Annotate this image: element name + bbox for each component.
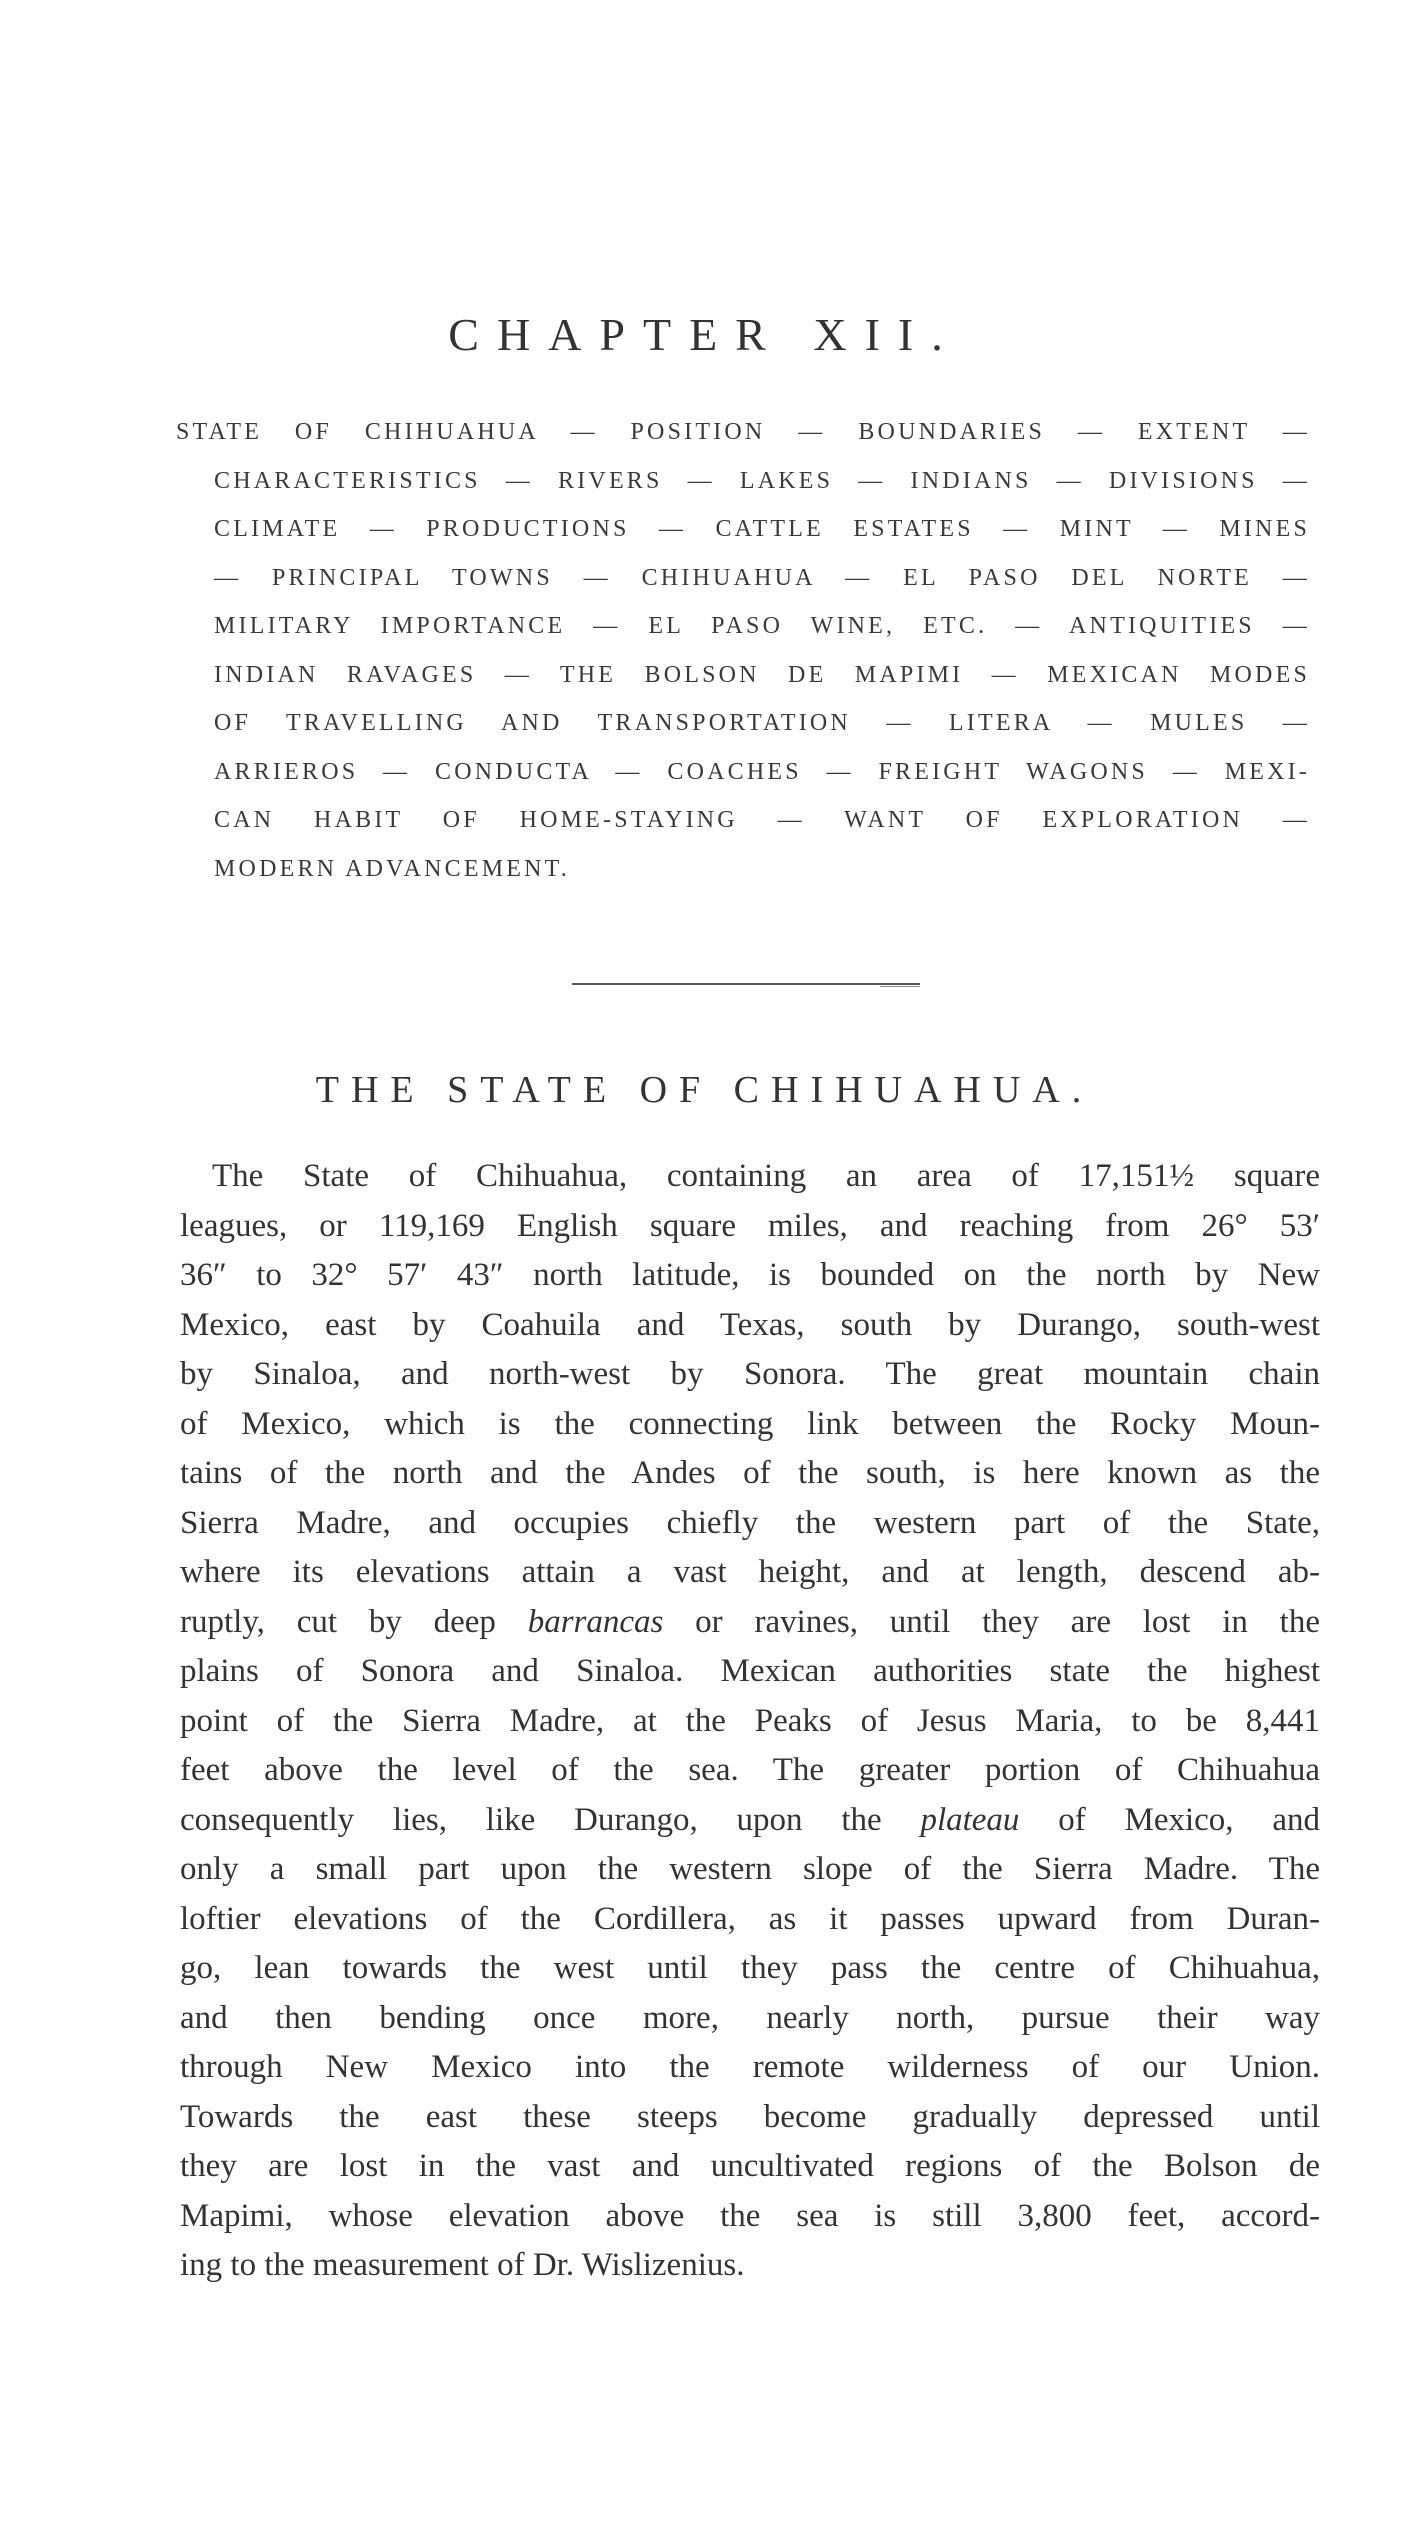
paragraph-line: and then bending once more, nearly north, pursue their way [180, 1999, 1320, 2036]
summary-line: INDIAN RAVAGES — THE BOLSON DE MAPIMI — MEXICAN MODES [214, 661, 1310, 688]
section-divider [572, 983, 920, 985]
summary-line: CHARACTERISTICS — RIVERS — LAKES — INDIANS — DIVISIONS — [214, 467, 1310, 494]
paragraph-line: by Sinaloa, and north-west by Sonora. The great mountain chain [180, 1356, 1320, 1392]
paragraph-line: tains of the north and the Andes of the south, is here known as the [180, 1455, 1320, 1491]
paragraph-line: plains of Sonora and Sinaloa. Mexican authorities state the highest [180, 1653, 1320, 1689]
paragraph-line: point of the Sierra Madre, at the Peaks of Jesus Maria, to be 8,441 [180, 1702, 1320, 1739]
paragraph-line: consequently lies, like Durango, upon the plateau of Mexico, and [180, 1801, 1320, 1838]
paragraph-line: where its elevations attain a vast height, and at length, descend ab- [180, 1554, 1320, 1590]
paragraph-line: leagues, or 119,169 English square miles, and reaching from 26° 53′ [180, 1207, 1320, 1244]
summary-line: MILITARY IMPORTANCE — EL PASO WINE, ETC. — ANTIQUITIES — [214, 613, 1310, 639]
summary-line: STATE OF CHIHUAHUA — POSITION — BOUNDARIES — EXTENT — [176, 419, 1310, 445]
summary-line: CAN HABIT OF HOME-STAYING — WANT OF EXPLORATION — [214, 807, 1310, 833]
body-paragraph [180, 1152, 1320, 2291]
paragraph-line: loftier elevations of the Cordillera, as it passes upward from Duran- [180, 1900, 1320, 1937]
paragraph-line: ruptly, cut by deep barrancas or ravines, until they are lost in the [180, 1603, 1320, 1640]
summary-line: OF TRAVELLING AND TRANSPORTATION — LITERA — MULES — [214, 710, 1310, 736]
paragraph-line: feet above the level of the sea. The greater portion of Chihuahua [180, 1752, 1320, 1788]
summary-line: MODERN ADVANCEMENT. [214, 855, 570, 882]
chapter-title: CHAPTER XII. [448, 309, 961, 360]
paragraph-line: Mapimi, whose elevation above the sea is still 3,800 feet, accord- [180, 2197, 1320, 2234]
summary-line: CLIMATE — PRODUCTIONS — CATTLE ESTATES — MINT — MINES [214, 516, 1310, 542]
section-heading: THE STATE OF CHIHUAHUA. [315, 1069, 1094, 1111]
summary-line: ARRIEROS — CONDUCTA — COACHES — FREIGHT WAGONS — MEXI- [214, 758, 1310, 785]
paragraph-line: go, lean towards the west until they pass the centre of Chihuahua, [180, 1950, 1320, 1986]
paragraph-line: they are lost in the vast and uncultivated regions of the Bolson de [180, 2148, 1320, 2184]
paragraph-line: The State of Chihuahua, containing an area of 17,151½ square [212, 1158, 1320, 1194]
paragraph-line: 36″ to 32° 57′ 43″ north latitude, is bounded on the north by New [180, 1257, 1320, 1293]
paragraph-line: Mexico, east by Coahuila and Texas, south by Durango, south-west [180, 1306, 1320, 1343]
paragraph-line: ing to the measurement of Dr. Wislizenius. [180, 2247, 745, 2283]
chapter-summary [176, 408, 1310, 893]
paragraph-line: through New Mexico into the remote wilderness of our Union. [180, 2049, 1320, 2085]
paragraph-line: of Mexico, which is the connecting link between the Rocky Moun- [180, 1405, 1320, 1442]
paragraph-line: Sierra Madre, and occupies chiefly the western part of the State, [180, 1504, 1320, 1541]
paragraph-line: Towards the east these steeps become gradually depressed until [180, 2098, 1320, 2135]
summary-line: — PRINCIPAL TOWNS — CHIHUAHUA — EL PASO DEL NORTE — [214, 564, 1310, 591]
paragraph-line: only a small part upon the western slope of the Sierra Madre. The [180, 1851, 1320, 1887]
